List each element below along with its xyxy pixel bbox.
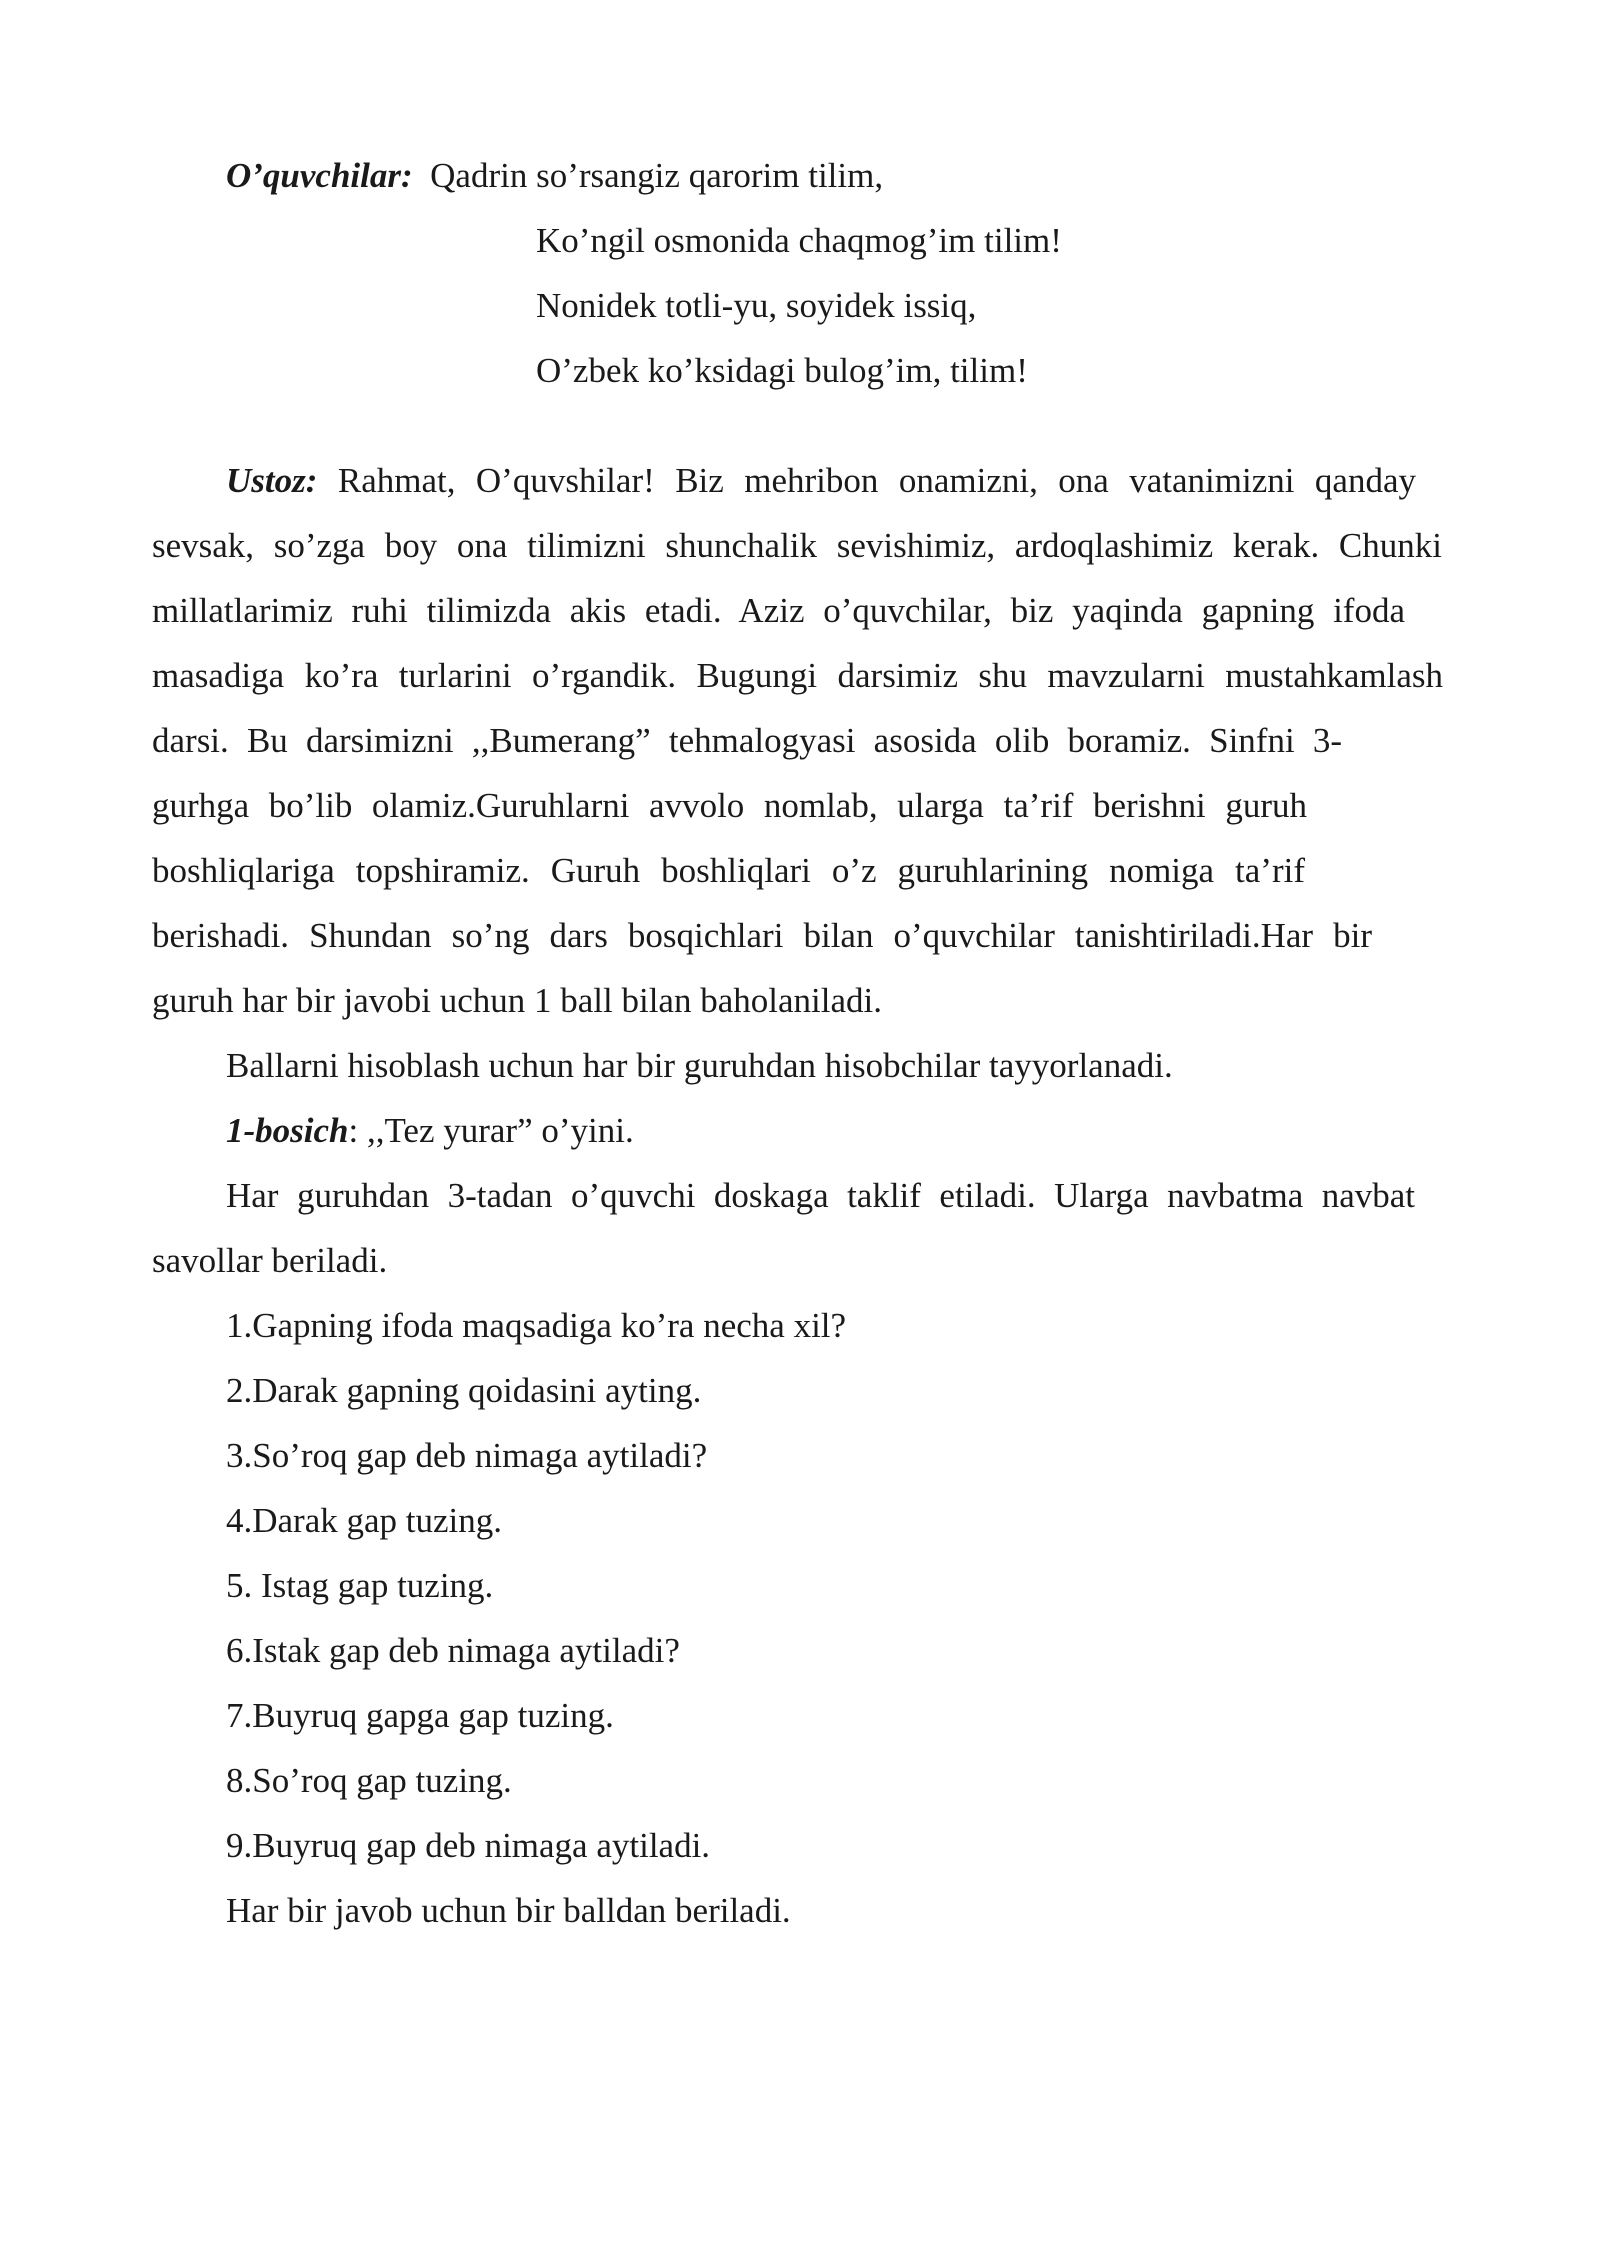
- counting-note: Ballarni hisoblash uchun har bir guruhdan hisobchilar tayyorlanadi.: [226, 1046, 1173, 1085]
- question-item: 4.Darak gap tuzing.: [226, 1501, 503, 1540]
- closing-line: Har bir javob uchun bir balldan beriladi.: [226, 1891, 791, 1930]
- teacher-speaker: Ustoz:: [226, 461, 318, 500]
- invite-line-1: Har guruhdan 3-tadan o’quvchi doskaga taklif etiladi. Ularga navbatma navbat: [226, 1176, 1415, 1215]
- invite-line-2: savollar beriladi.: [152, 1241, 388, 1280]
- teacher-line-5: darsi. Bu darsimizni ,,Bumerang” tehmalogyasi asosida olib boramiz. Sinfni 3-: [152, 721, 1342, 760]
- teacher-first-line: Rahmat, O’quvshilar! Biz mehribon onamizni, ona vatanimizni qanday: [317, 461, 1416, 500]
- question-item: 1.Gapning ifoda maqsadiga ko’ra necha xil?: [226, 1306, 847, 1345]
- poem-line-1: [226, 156, 883, 196]
- teacher-line-7: boshliqlariga topshiramiz. Guruh boshliqlari o’z guruhlarining nomiga ta’rif: [152, 851, 1305, 890]
- poem-verse-3: Nonidek totli-yu, soyidek issiq,: [536, 286, 977, 325]
- question-item: 6.Istak gap deb nimaga aytiladi?: [226, 1631, 680, 1670]
- stage-heading: [226, 1111, 634, 1151]
- question-item: 2.Darak gapning qoidasini ayting.: [226, 1371, 702, 1410]
- question-item: 7.Buyruq gapga gap tuzing.: [226, 1696, 614, 1735]
- stage-title: : ,,Tez yurar” o’yini.: [348, 1111, 634, 1150]
- poem-verse-4: O’zbek ko’ksidagi bulog’im, tilim!: [536, 351, 1028, 390]
- poem-speaker: O’quvchilar:: [226, 156, 413, 195]
- poem-verse-1: Qadrin so’rsangiz qarorim tilim,: [430, 156, 884, 195]
- teacher-line-6: gurhga bo’lib olamiz.Guruhlarni avvolo nomlab, ularga ta’rif berishni guruh: [152, 786, 1307, 825]
- teacher-line-4: masadiga ko’ra turlarini o’rgandik. Bugungi darsimiz shu mavzularni mustahkamlash: [152, 656, 1443, 695]
- question-item: 8.So’roq gap tuzing.: [226, 1761, 512, 1800]
- teacher-line-2: sevsak, so’zga boy ona tilimizni shunchalik sevishimiz, ardoqlashimiz kerak. Chunki: [152, 526, 1442, 565]
- teacher-line-3: millatlarimiz ruhi tilimizda akis etadi. Aziz o’quvchilar, biz yaqinda gapning ifoda: [152, 591, 1405, 630]
- teacher-line-9: guruh har bir javobi uchun 1 ball bilan baholaniladi.: [152, 981, 882, 1020]
- question-item: 3.So’roq gap deb nimaga aytiladi?: [226, 1436, 708, 1475]
- question-item: 5. Istag gap tuzing.: [226, 1566, 494, 1605]
- teacher-line-1: [226, 461, 1416, 501]
- poem-verse-2: Ko’ngil osmonida chaqmog’im tilim!: [536, 221, 1062, 260]
- question-item: 9.Buyruq gap deb nimaga aytiladi.: [226, 1826, 711, 1865]
- teacher-line-8: berishadi. Shundan so’ng dars bosqichlari bilan o’quvchilar tanishtiriladi.Har bir: [152, 916, 1372, 955]
- stage-label: 1-bosich: [226, 1111, 349, 1150]
